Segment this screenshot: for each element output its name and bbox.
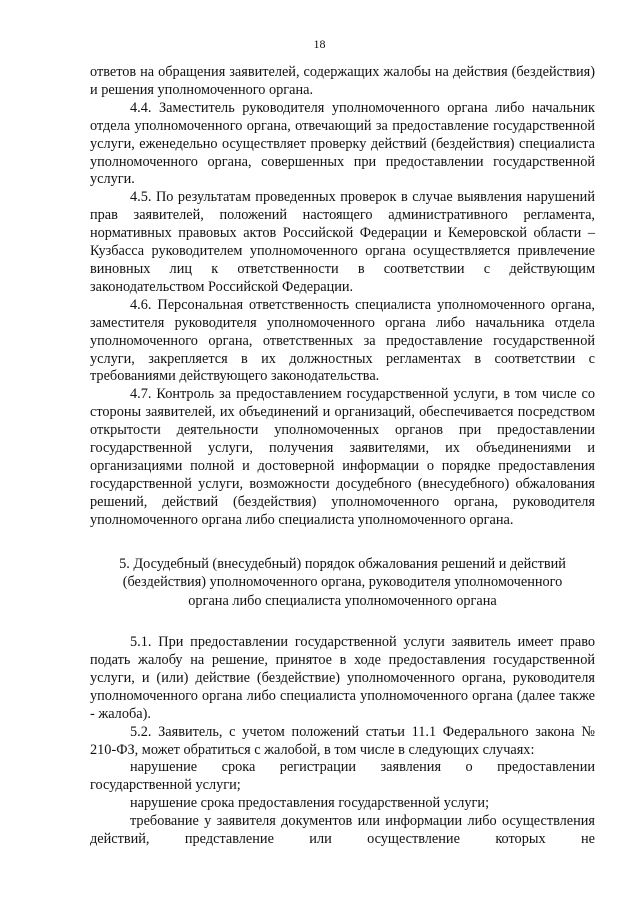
- section-heading-line: (бездействия) уполномоченного органа, руководителя уполномоченного: [122, 574, 563, 591]
- section-heading-line: органа либо специалиста уполномоченного органа: [188, 592, 497, 609]
- paragraph: 4.5. По результатам проведенных проверок в случае выявления нарушений прав заявителей, положений настоящего административного регламента, нормативных правовых актов Российской Федерации и Кемеровской области – Кузбасса руководителем уполномоченного органа осуществляется привлечение виновных лиц к ответственности в соответствии с действующим законодательством Российской Федерации.: [90, 189, 595, 295]
- section-heading: [90, 555, 595, 611]
- paragraph: 5.2. Заявитель, с учетом положений статьи 11.1 Федерального закона № 210-ФЗ, может обратиться с жалобой, в том числе в следующих случаях:: [90, 723, 595, 758]
- paragraph: 4.6. Персональная ответственность специалиста уполномоченного органа, заместителя руководителя уполномоченного органа либо начальника отдела уполномоченного органа, ответственных за предоставление государственной услуги, закрепляется в их должностных регламентах в соответствии с требованиями действующего законодательства.: [90, 296, 595, 385]
- page-number: 18: [313, 37, 326, 51]
- paragraph: ответов на обращения заявителей, содержащих жалобы на действия (бездействия) и решения уполномоченного органа.: [90, 64, 595, 98]
- paragraph: требование у заявителя документов или информации либо осуществления действий, представление или осуществление которых не: [90, 813, 595, 848]
- paragraph: 5.1. При предоставлении государственной услуги заявитель имеет право подать жалобу на решение, принятое в ходе предоставления государственной услуги, и (или) действие (бездействие) уполномоченного органа, руководителя уполномоченного органа либо специалиста уполномоченного органа (далее также - жалоба).: [90, 634, 595, 722]
- section-heading-line: 5. Досудебный (внесудебный) порядок обжалования решений и действий: [119, 555, 566, 572]
- paragraph: 4.7. Контроль за предоставлением государственной услуги, в том числе со стороны заявителей, их объединений и организаций, обеспечивается посредством открытости деятельности уполномоченных органов при предоставлении государственной услуги, получения заявителями, их объединениями и организациями полной и достоверной информации о порядке предоставления государственной услуги, возможности досудебного (внесудебного) обжалования решений, действий (бездействия) уполномоченного органа, руководителя уполномоченного органа либо специалиста уполномоченного органа.: [90, 386, 595, 528]
- document-body: [90, 64, 595, 849]
- paragraph: 4.4. Заместитель руководителя уполномоченного органа либо начальник отдела уполномоченного органа, отвечающий за предоставление государственной услуги, еженедельно осуществляет проверку действий (бездействия) специалиста уполномоченного органа, совершенных при предоставлении государственной услуги.: [90, 99, 595, 188]
- paragraph: нарушение срока предоставления государственной услуги;: [130, 795, 490, 812]
- paragraph: нарушение срока регистрации заявления о предоставлении государственной услуги;: [90, 759, 595, 794]
